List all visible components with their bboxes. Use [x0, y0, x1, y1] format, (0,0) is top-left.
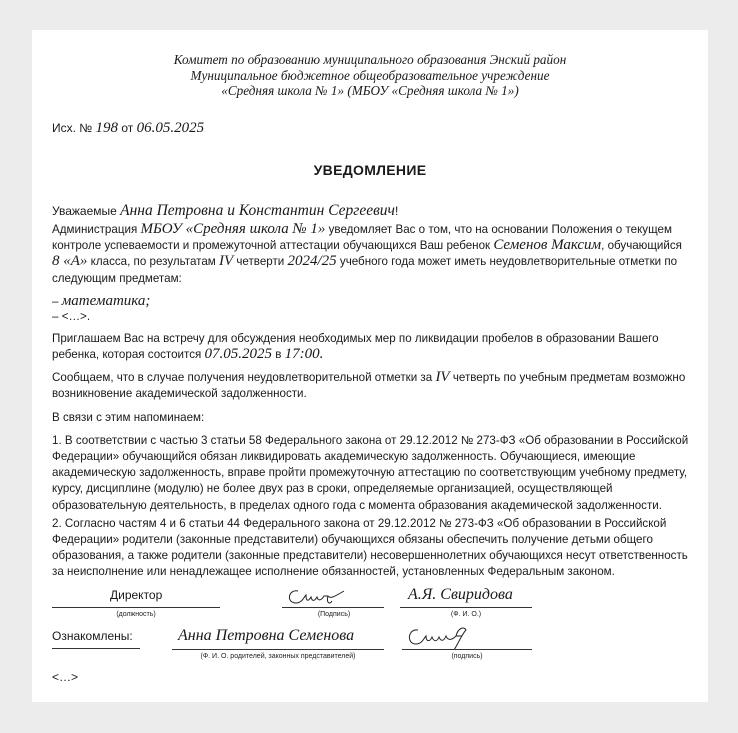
paragraph-law-44: 2. Согласно частям 4 и 6 статьи 44 Федерального закона от 29.12.2012 № 273-ФЗ «Об образовании в Российской Федерации» родители (законные представители) обучающихся обязаны обеспечить получение детьми общего образования, а также родители (законные представители) несовершеннолетних обучающихся несут ответственность за неисполнение или ненадлежащее исполнение обязанностей, установленных Федеральным законом. — [52, 516, 688, 579]
subject-dash: – — [52, 309, 59, 323]
paragraph-notice — [52, 222, 692, 287]
footer-placeholder: <…> — [52, 670, 79, 684]
acquainted-label: Ознакомлены: — [52, 629, 133, 643]
document-title: УВЕДОМЛЕНИЕ — [313, 162, 427, 178]
parent-name: Анна Петровна Семенова — [178, 627, 355, 644]
outgoing-reference — [52, 120, 204, 137]
ref-from: от — [121, 121, 134, 135]
warning-text-2: четверть по учебным предметам возможно возникновение академической задолженности. — [52, 371, 686, 401]
position-line — [52, 607, 220, 608]
subject-math: математика; — [61, 292, 151, 309]
greeting-names: Анна Петровна и Константин Сергеевич — [120, 202, 395, 219]
greeting — [52, 202, 398, 220]
letterhead — [32, 52, 708, 99]
subject-placeholder: <…>. — [61, 309, 91, 323]
paragraph-invitation — [52, 331, 692, 363]
paragraph-law-58: 1. В соответствии с частью 3 статьи 58 Федерального закона от 29.12.2012 № 273-ФЗ «Об образовании в Российской Федерации» обучающийся обязан ликвидировать академическую задолженность. Обучающиеся, имеющие академическую задолженность, вправе пройти промежуточную аттестацию по соответствующим учебному предмету, курсу, дисциплине (модулю) не более двух раз в сроки, определяемые организацией, осуществляющей образовательную деятельность, в пределах одного года с момента образования академической задолженности. — [52, 433, 689, 512]
warning-text-1: Сообщаем, что в случае получения неудовлетворительной отметки за — [52, 371, 433, 385]
meeting-time: 17:00. — [284, 346, 324, 363]
acquainted-line — [52, 648, 140, 649]
warning-quarter: IV — [435, 369, 450, 386]
notice-text-3: , обучающийся — [601, 239, 682, 253]
subjects-list — [52, 294, 692, 324]
notice-child: Семенов Максим — [493, 237, 602, 254]
ref-prefix: Исх. № — [52, 121, 93, 135]
ref-number: 198 — [95, 120, 119, 136]
notice-grade: 8 «А» — [52, 253, 88, 270]
notice-text-2: уведомляет Вас о том, что на основании Положения о текущем контроле успеваемости и промежуточной аттестации обучающихся Ваш ребенок — [52, 223, 672, 253]
parent-name-line — [172, 649, 384, 650]
subject-item — [52, 294, 692, 309]
letterhead-institution: Муниципальное бюджетное общеобразовательное учреждение — [190, 67, 550, 83]
subject-dash: – — [52, 294, 59, 308]
director-sign-line — [282, 607, 384, 608]
director-name-line — [400, 607, 532, 608]
ref-date: 06.05.2025 — [136, 120, 205, 136]
notice-text-5: четверти — [236, 255, 285, 269]
notice-text-4: класса, по результатам — [90, 255, 216, 269]
paragraph-warning — [52, 370, 692, 402]
notice-school: МБОУ «Средняя школа № 1» — [140, 221, 326, 237]
greeting-suffix: ! — [394, 204, 399, 218]
parent-sign-line — [402, 649, 532, 650]
subject-item — [52, 309, 692, 324]
position-caption: (должность) — [116, 611, 156, 618]
notice-text-1: Администрация — [52, 223, 138, 236]
greeting-prefix: Уважаемые — [52, 204, 117, 218]
notice-text-6: учебного года может иметь неудовлетворительные отметки по следующим предметам: — [52, 255, 678, 285]
parent-name-caption: (Ф. И. О. родителей, законных представителей) — [200, 653, 356, 660]
notice-year: 2024/25 — [287, 253, 337, 270]
meeting-date: 07.05.2025 — [204, 346, 273, 363]
director-name-caption: (Ф. И. О.) — [450, 611, 482, 618]
letterhead-school: «Средняя школа № 1» (МБОУ «Средняя школа № 1») — [221, 83, 519, 98]
invitation-text-1: Приглашаем Вас на встречу для обсуждения необходимых мер по ликвидации пробелов в образовании Вашего ребенка, которая состоится — [52, 331, 659, 362]
invitation-text-2: в — [275, 348, 282, 362]
letterhead-committee: Комитет по образованию муниципального образования Энский район — [173, 52, 567, 67]
paragraph-reminder-intro: В связи с этим напоминаем: — [52, 410, 205, 424]
notice-quarter: IV — [218, 253, 234, 270]
parent-sign-caption: (подпись) — [451, 653, 483, 660]
document-sheet — [32, 30, 708, 702]
director-name: А.Я. Свиридова — [408, 586, 513, 603]
document-body — [52, 222, 692, 588]
director-position: Директор — [110, 588, 163, 602]
director-sign-caption: (Подпись) — [317, 611, 351, 618]
